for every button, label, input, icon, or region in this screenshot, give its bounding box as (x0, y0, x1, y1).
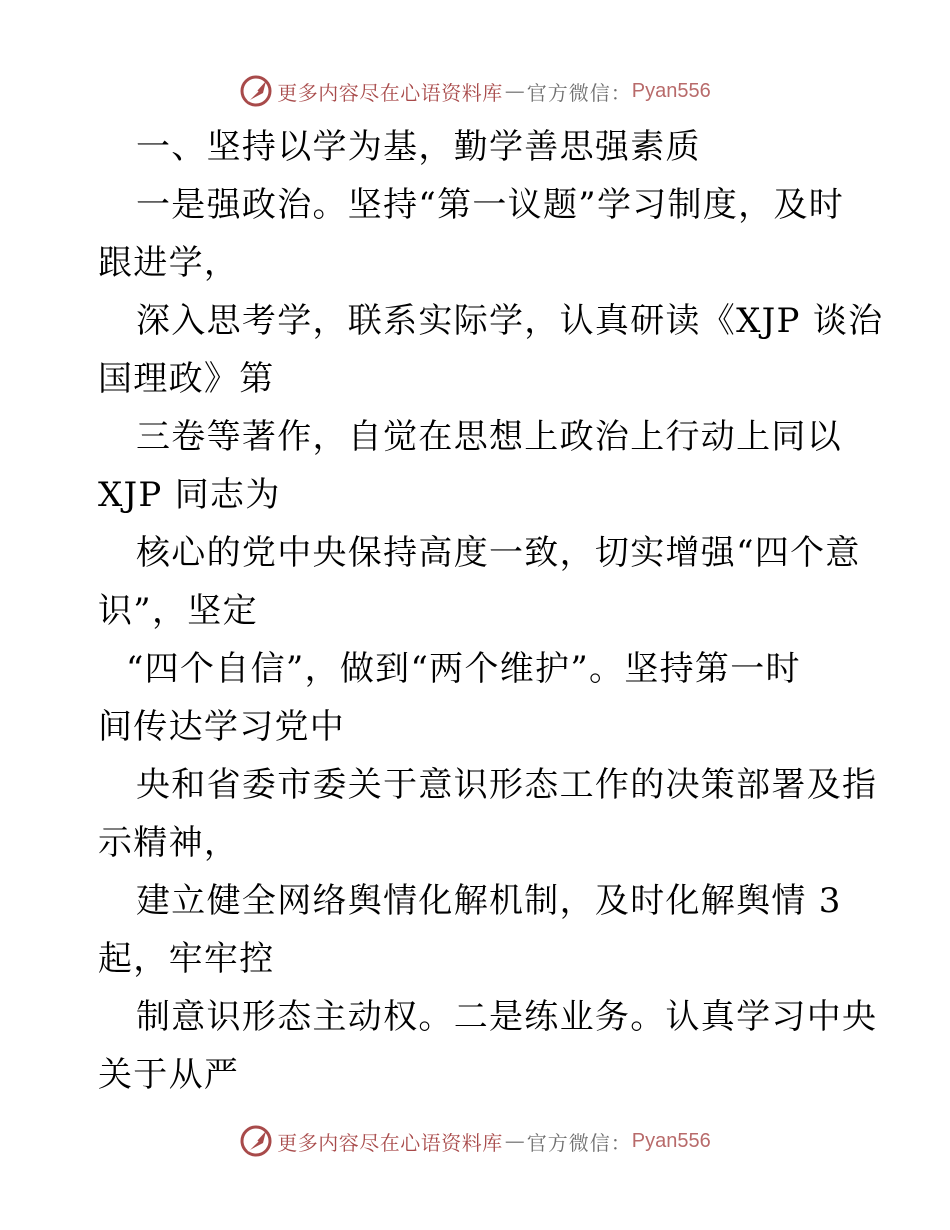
watermark-main-text: 更多内容尽在心语资料库 (277, 1130, 503, 1155)
body-line: 识”，坚定 (98, 591, 258, 631)
body-line: 制意识形态主动权。二是练业务。认真学习中央 (136, 997, 878, 1037)
body-line: 深入思考学，联系实际学，认真研读《XJP 谈治 (136, 301, 884, 341)
quill-logo-icon (239, 1124, 273, 1158)
footer-watermark (0, 1121, 950, 1161)
body-line: 核心的党中央保持高度一致，切实增强“四个意 (136, 533, 861, 573)
body-line: “四个自信”，做到“两个维护”。坚持第一时 (126, 649, 801, 689)
body-line: 央和省委市委关于意识形态工作的决策部署及指 (136, 765, 878, 805)
body-line: 国理政》第 (98, 359, 275, 399)
watermark-account: Pyan556 (631, 79, 711, 102)
watermark-label: 官方微信： (526, 1130, 632, 1155)
document-body (98, 118, 884, 1104)
body-line: 间传达学习党中 (98, 707, 346, 747)
header-watermark (0, 71, 950, 111)
body-line: 示精神， (98, 823, 240, 863)
body-line: 起，牢牢控 (98, 939, 275, 979)
watermark-account: Pyan556 (631, 1129, 711, 1152)
body-line: 三卷等著作，自觉在思想上政治上行动上同以 (136, 417, 842, 457)
body-line: 一是强政治。坚持“第一议题”学习制度，及时 (136, 185, 845, 225)
body-line: XJP 同志为 (98, 475, 281, 515)
body-line: 跟进学， (98, 243, 240, 283)
watermark-main-text: 更多内容尽在心语资料库 (277, 80, 503, 105)
watermark-dash: — (504, 79, 525, 103)
quill-logo-icon (239, 74, 273, 108)
body-line: 建立健全网络舆情化解机制，及时化解舆情 3 (136, 881, 842, 921)
watermark-label: 官方微信： (526, 80, 632, 105)
section-heading: 一、坚持以学为基，勤学善思强素质 (136, 127, 701, 167)
watermark-dash: — (504, 1129, 525, 1153)
body-line: 关于从严 (98, 1055, 240, 1095)
